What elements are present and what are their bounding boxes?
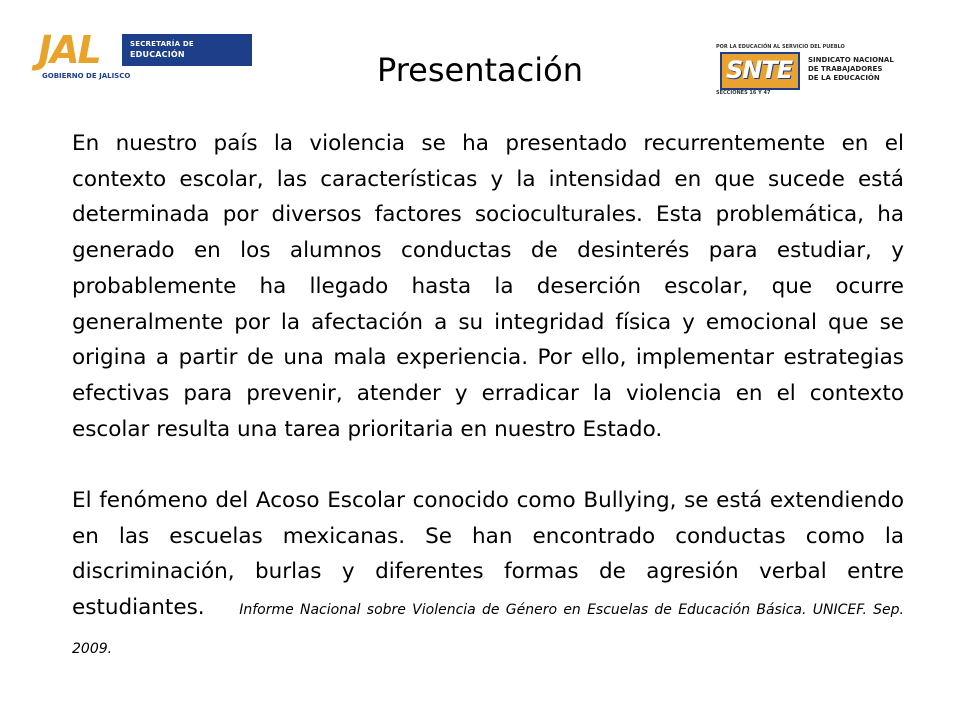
gobierno-label: GOBIERNO DE JALISCO	[42, 72, 131, 80]
snte-motto: POR LA EDUCACIÓN AL SERVICIO DEL PUEBLO	[716, 44, 845, 50]
paragraph-2	[72, 483, 904, 668]
snte-full-name	[808, 56, 894, 83]
paragraph-2-text: El fenómeno del Acoso Escolar conocido como Bullying, se está extendiendo en las escuelas mexicanas. Se han encontrado conductas como la discriminación, burlas y diferentes formas de agresión verbal entre estudiantes.	[72, 488, 904, 621]
snte-sections: SECCIONES 16 Y 47	[716, 90, 771, 96]
secretaria-label: SECRETARÍA DE	[130, 40, 194, 48]
page-title: Presentación	[376, 51, 583, 89]
snte-logo-text: SNTE	[726, 56, 793, 84]
snte-name-text: SINDICATO NACIONAL DE TRABAJADORES DE LA EDUCACIÓN	[808, 56, 894, 82]
snte-logo-mark	[720, 52, 800, 90]
educacion-label: EDUCACIÓN	[130, 50, 185, 59]
jal-logo-mark: JAL	[38, 28, 100, 72]
snte-logo	[716, 44, 896, 100]
presentation-body	[72, 126, 904, 668]
citation: Informe Nacional sobre Violencia de Género en Escuelas de Educación Básica. UNICEF. Sep. 2009.	[72, 602, 904, 657]
paragraph-1: En nuestro país la violencia se ha presentado recurrentemente en el contexto escolar, las características y la intensidad en que sucede está determinada por diversos factores socioculturales. Esta problemática, ha generado en los alumnos conductas de desinterés para estudiar, y probablemente ha llegado hasta la deserción escolar, que ocurre generalmente por la afectación a su integridad física y emocional que se origina a partir de una mala experiencia. Por ello, implementar estrategias efectivas para prevenir, atender y erradicar la violencia en el contexto escolar resulta una tarea prioritaria en nuestro Estado.	[72, 131, 904, 442]
